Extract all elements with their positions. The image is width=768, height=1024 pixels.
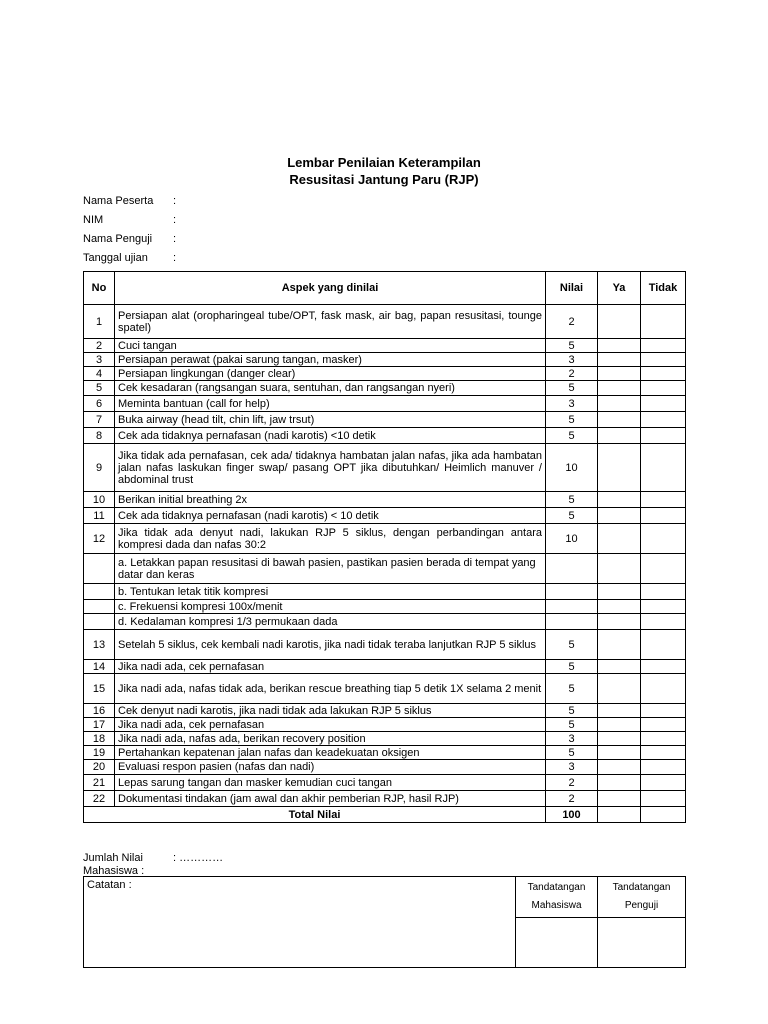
row-ya-cell[interactable] bbox=[598, 600, 641, 614]
row-aspect: Jika tidak ada denyut nadi, lakukan RJP 5 siklus, dengan perbandingan antara kompresi dada dan nafas 30:2 bbox=[115, 524, 546, 554]
row-tidak-cell[interactable] bbox=[641, 367, 686, 381]
row-no: 11 bbox=[84, 508, 115, 524]
table-row bbox=[84, 630, 686, 660]
row-nilai: 3 bbox=[546, 732, 598, 746]
row-ya-cell[interactable] bbox=[598, 660, 641, 674]
student-signature-field[interactable] bbox=[516, 918, 598, 968]
row-tidak-cell[interactable] bbox=[641, 339, 686, 353]
row-tidak-cell[interactable] bbox=[641, 396, 686, 412]
row-no: 18 bbox=[84, 732, 115, 746]
table-row bbox=[84, 444, 686, 492]
row-aspect: Cek ada tidaknya pernafasan (nadi karotis) < 10 detik bbox=[115, 508, 546, 524]
row-no: 8 bbox=[84, 428, 115, 444]
row-ya-cell[interactable] bbox=[598, 428, 641, 444]
table-row bbox=[84, 584, 686, 600]
summary-value: : ………… bbox=[173, 852, 224, 864]
table-row bbox=[84, 614, 686, 630]
row-ya-cell[interactable] bbox=[598, 554, 641, 584]
row-aspect: Berikan initial breathing 2x bbox=[115, 492, 546, 508]
row-aspect: Persiapan perawat (pakai sarung tangan, masker) bbox=[115, 353, 546, 367]
row-aspect: a. Letakkan papan resusitasi di bawah pasien, pastikan pasien berada di tempat yang datar dan keras bbox=[115, 554, 546, 584]
row-tidak-cell[interactable] bbox=[641, 428, 686, 444]
assessment-table bbox=[83, 271, 686, 823]
total-ya-cell bbox=[598, 807, 641, 823]
row-aspect: Meminta bantuan (call for help) bbox=[115, 396, 546, 412]
row-no: 10 bbox=[84, 492, 115, 508]
row-aspect: Persiapan lingkungan (danger clear) bbox=[115, 367, 546, 381]
row-nilai: 5 bbox=[546, 412, 598, 428]
row-no: 2 bbox=[84, 339, 115, 353]
row-aspect: Dokumentasi tindakan (jam awal dan akhir pemberian RJP, hasil RJP) bbox=[115, 791, 546, 807]
student-signature-header bbox=[516, 877, 598, 918]
row-ya-cell[interactable] bbox=[598, 732, 641, 746]
row-tidak-cell[interactable] bbox=[641, 584, 686, 600]
row-aspect: Buka airway (head tilt, chin lift, jaw trsut) bbox=[115, 412, 546, 428]
row-aspect: Evaluasi respon pasien (nafas dan nadi) bbox=[115, 760, 546, 775]
row-tidak-cell[interactable] bbox=[641, 674, 686, 704]
table-row bbox=[84, 305, 686, 339]
row-ya-cell[interactable] bbox=[598, 775, 641, 791]
row-tidak-cell[interactable] bbox=[641, 353, 686, 367]
row-tidak-cell[interactable] bbox=[641, 630, 686, 660]
row-nilai bbox=[546, 600, 598, 614]
row-tidak-cell[interactable] bbox=[641, 305, 686, 339]
header-ya: Ya bbox=[598, 272, 641, 305]
table-row bbox=[84, 428, 686, 444]
table-row bbox=[84, 746, 686, 760]
row-no: 19 bbox=[84, 746, 115, 760]
row-no: 14 bbox=[84, 660, 115, 674]
row-ya-cell[interactable] bbox=[598, 584, 641, 600]
table-row bbox=[84, 554, 686, 584]
table-row bbox=[84, 600, 686, 614]
row-ya-cell[interactable] bbox=[598, 718, 641, 732]
row-aspect: Jika nadi ada, nafas tidak ada, berikan rescue breathing tiap 5 detik 1X selama 2 menit bbox=[115, 674, 546, 704]
row-nilai: 2 bbox=[546, 305, 598, 339]
summary-line-2: Mahasiswa : bbox=[83, 865, 145, 878]
row-tidak-cell[interactable] bbox=[641, 718, 686, 732]
row-ya-cell[interactable] bbox=[598, 305, 641, 339]
row-tidak-cell[interactable] bbox=[641, 600, 686, 614]
row-nilai: 5 bbox=[546, 492, 598, 508]
row-ya-cell[interactable] bbox=[598, 704, 641, 718]
row-nilai: 5 bbox=[546, 674, 598, 704]
row-nilai: 10 bbox=[546, 524, 598, 554]
table-row bbox=[84, 718, 686, 732]
row-aspect: Persiapan alat (oropharingeal tube/OPT, fask mask, air bag, papan resusitasi, tounge spatel) bbox=[115, 305, 546, 339]
table-header-row bbox=[84, 272, 686, 305]
row-no: 22 bbox=[84, 791, 115, 807]
table-row bbox=[84, 508, 686, 524]
row-tidak-cell[interactable] bbox=[641, 381, 686, 396]
row-ya-cell[interactable] bbox=[598, 367, 641, 381]
title-line-2: Resusitasi Jantung Paru (RJP) bbox=[289, 172, 479, 187]
row-nilai: 2 bbox=[546, 775, 598, 791]
row-no: 9 bbox=[84, 444, 115, 492]
row-ya-cell[interactable] bbox=[598, 508, 641, 524]
row-ya-cell[interactable] bbox=[598, 492, 641, 508]
row-ya-cell[interactable] bbox=[598, 746, 641, 760]
row-tidak-cell[interactable] bbox=[641, 791, 686, 807]
row-nilai: 3 bbox=[546, 760, 598, 775]
row-nilai: 5 bbox=[546, 339, 598, 353]
total-label: Total Nilai bbox=[84, 807, 546, 823]
examiner-signature-field[interactable] bbox=[598, 918, 686, 968]
notes-field[interactable] bbox=[84, 877, 516, 968]
row-no: 16 bbox=[84, 704, 115, 718]
row-nilai: 5 bbox=[546, 428, 598, 444]
row-aspect: c. Frekuensi kompresi 100x/menit bbox=[115, 600, 546, 614]
row-ya-cell[interactable] bbox=[598, 444, 641, 492]
info-colon: : bbox=[173, 232, 177, 245]
table-row bbox=[84, 791, 686, 807]
row-tidak-cell[interactable] bbox=[641, 732, 686, 746]
row-tidak-cell[interactable] bbox=[641, 760, 686, 775]
examiner-signature-line2: Penguji bbox=[624, 900, 659, 911]
row-tidak-cell[interactable] bbox=[641, 614, 686, 630]
row-no: 15 bbox=[84, 674, 115, 704]
row-aspect: d. Kedalaman kompresi 1/3 permukaan dada bbox=[115, 614, 546, 630]
info-label: Nama Peserta bbox=[83, 194, 154, 207]
info-label: NIM bbox=[83, 213, 104, 226]
row-nilai bbox=[546, 614, 598, 630]
notes-label: Catatan : bbox=[87, 879, 132, 891]
row-aspect: Jika nadi ada, nafas ada, berikan recovery position bbox=[115, 732, 546, 746]
table-row bbox=[84, 704, 686, 718]
header-nilai: Nilai bbox=[546, 272, 598, 305]
row-tidak-cell[interactable] bbox=[641, 444, 686, 492]
info-row-tanggal-ujian bbox=[83, 249, 176, 268]
row-nilai: 3 bbox=[546, 396, 598, 412]
row-no: 17 bbox=[84, 718, 115, 732]
row-no: 7 bbox=[84, 412, 115, 428]
row-no: 1 bbox=[84, 305, 115, 339]
row-aspect: b. Tentukan letak titik kompresi bbox=[115, 584, 546, 600]
row-ya-cell[interactable] bbox=[598, 412, 641, 428]
row-ya-cell[interactable] bbox=[598, 674, 641, 704]
participant-info bbox=[83, 192, 176, 268]
table-row bbox=[84, 492, 686, 508]
row-aspect: Jika nadi ada, cek pernafasan bbox=[115, 718, 546, 732]
table-row bbox=[84, 660, 686, 674]
header-aspect: Aspek yang dinilai bbox=[115, 272, 546, 305]
row-ya-cell[interactable] bbox=[598, 524, 641, 554]
info-colon: : bbox=[173, 213, 177, 226]
row-no: 5 bbox=[84, 381, 115, 396]
info-label: Tanggal ujian bbox=[83, 251, 148, 264]
info-colon: : bbox=[173, 194, 177, 207]
row-tidak-cell[interactable] bbox=[641, 508, 686, 524]
row-nilai bbox=[546, 554, 598, 584]
row-tidak-cell[interactable] bbox=[641, 660, 686, 674]
table-row bbox=[84, 760, 686, 775]
info-colon: : bbox=[173, 251, 177, 264]
row-nilai: 3 bbox=[546, 353, 598, 367]
table-row bbox=[84, 524, 686, 554]
signature-box bbox=[83, 876, 686, 968]
row-nilai: 5 bbox=[546, 704, 598, 718]
row-no bbox=[84, 600, 115, 614]
row-no: 12 bbox=[84, 524, 115, 554]
row-tidak-cell[interactable] bbox=[641, 554, 686, 584]
row-ya-cell[interactable] bbox=[598, 381, 641, 396]
row-nilai: 5 bbox=[546, 381, 598, 396]
student-signature-line2: Mahasiswa bbox=[531, 900, 582, 911]
row-nilai: 5 bbox=[546, 508, 598, 524]
row-no bbox=[84, 614, 115, 630]
row-ya-cell[interactable] bbox=[598, 630, 641, 660]
table-row bbox=[84, 367, 686, 381]
row-ya-cell[interactable] bbox=[598, 339, 641, 353]
row-ya-cell[interactable] bbox=[598, 760, 641, 775]
row-aspect: Pertahankan kepatenan jalan nafas dan keadekuatan oksigen bbox=[115, 746, 546, 760]
row-no: 21 bbox=[84, 775, 115, 791]
row-aspect: Cuci tangan bbox=[115, 339, 546, 353]
row-nilai: 2 bbox=[546, 791, 598, 807]
table-row bbox=[84, 381, 686, 396]
row-tidak-cell[interactable] bbox=[641, 746, 686, 760]
row-ya-cell[interactable] bbox=[598, 791, 641, 807]
row-nilai: 2 bbox=[546, 367, 598, 381]
row-no bbox=[84, 554, 115, 584]
row-no: 20 bbox=[84, 760, 115, 775]
summary-label: Jumlah Nilai bbox=[83, 852, 143, 864]
info-row-nama-penguji bbox=[83, 230, 176, 249]
table-row bbox=[84, 732, 686, 746]
student-signature-line1: Tandatangan bbox=[527, 882, 586, 893]
header-tidak: Tidak bbox=[641, 272, 686, 305]
row-nilai: 5 bbox=[546, 630, 598, 660]
row-no: 6 bbox=[84, 396, 115, 412]
title-line-1: Lembar Penilaian Keterampilan bbox=[287, 155, 481, 170]
row-aspect: Setelah 5 siklus, cek kembali nadi karotis, jika nadi tidak teraba lanjutkan RJP 5 siklus bbox=[115, 630, 546, 660]
row-no: 13 bbox=[84, 630, 115, 660]
table-row bbox=[84, 353, 686, 367]
row-no: 3 bbox=[84, 353, 115, 367]
table-row bbox=[84, 339, 686, 353]
row-no: 4 bbox=[84, 367, 115, 381]
row-nilai: 10 bbox=[546, 444, 598, 492]
info-row-nama-peserta bbox=[83, 192, 176, 211]
row-aspect: Lepas sarung tangan dan masker kemudian cuci tangan bbox=[115, 775, 546, 791]
total-row bbox=[84, 807, 686, 823]
row-tidak-cell[interactable] bbox=[641, 412, 686, 428]
row-tidak-cell[interactable] bbox=[641, 492, 686, 508]
row-ya-cell[interactable] bbox=[598, 614, 641, 630]
examiner-signature-line1: Tandatangan bbox=[612, 882, 671, 893]
row-aspect: Cek ada tidaknya pernafasan (nadi karotis) <10 detik bbox=[115, 428, 546, 444]
examiner-signature-header bbox=[598, 877, 686, 918]
row-nilai: 5 bbox=[546, 746, 598, 760]
score-summary bbox=[83, 852, 224, 878]
document-title bbox=[0, 154, 768, 188]
row-tidak-cell[interactable] bbox=[641, 524, 686, 554]
row-no bbox=[84, 584, 115, 600]
row-ya-cell[interactable] bbox=[598, 353, 641, 367]
total-tidak-cell bbox=[641, 807, 686, 823]
row-nilai bbox=[546, 584, 598, 600]
row-aspect: Cek kesadaran (rangsangan suara, sentuhan, dan rangsangan nyeri) bbox=[115, 381, 546, 396]
info-row-nim bbox=[83, 211, 176, 230]
row-nilai: 5 bbox=[546, 660, 598, 674]
row-nilai: 5 bbox=[546, 718, 598, 732]
row-aspect: Cek denyut nadi karotis, jika nadi tidak ada lakukan RJP 5 siklus bbox=[115, 704, 546, 718]
total-value: 100 bbox=[546, 807, 598, 823]
row-aspect: Jika nadi ada, cek pernafasan bbox=[115, 660, 546, 674]
row-ya-cell[interactable] bbox=[598, 396, 641, 412]
table-row bbox=[84, 775, 686, 791]
header-no: No bbox=[84, 272, 115, 305]
info-label: Nama Penguji bbox=[83, 232, 153, 245]
table-row bbox=[84, 412, 686, 428]
row-tidak-cell[interactable] bbox=[641, 775, 686, 791]
table-row bbox=[84, 674, 686, 704]
row-tidak-cell[interactable] bbox=[641, 704, 686, 718]
row-aspect: Jika tidak ada pernafasan, cek ada/ tidaknya hambatan jalan nafas, jika ada hambatan jalan nafas laskukan finger swap/ pasang OPT jika dibutuhkan/ Heimlich manuver / abdominal trust bbox=[115, 444, 546, 492]
table-row bbox=[84, 396, 686, 412]
